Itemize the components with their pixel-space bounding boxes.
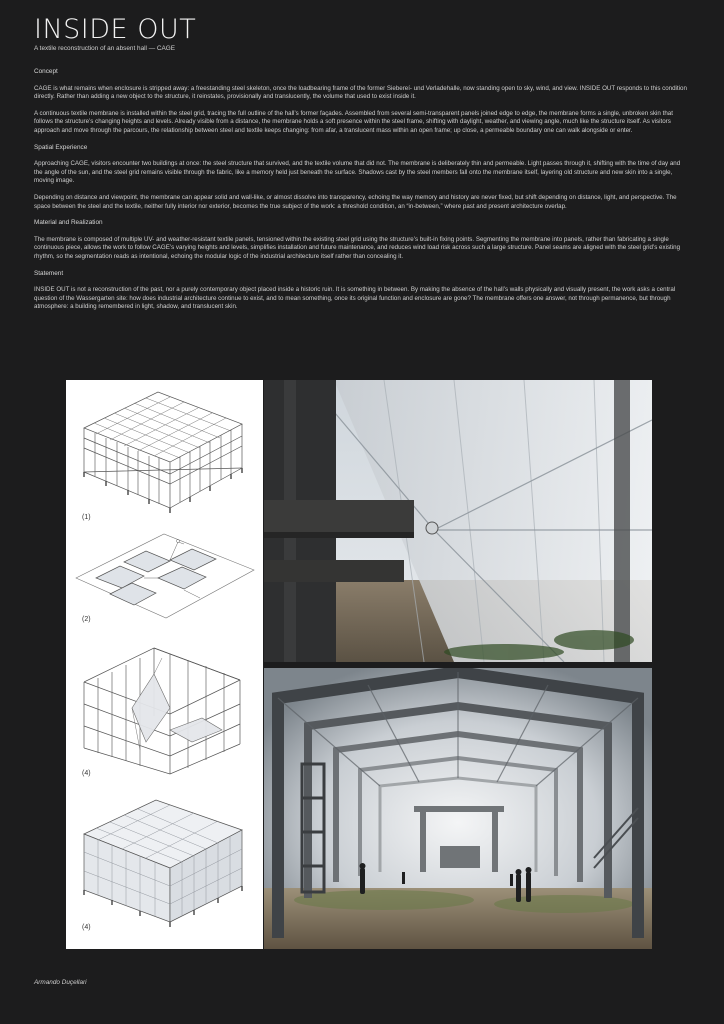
steel-frame-axonometric-icon xyxy=(66,380,263,520)
paragraph: A continuous textile membrane is installed within the steel grid, tracing the full outline of the hall’s former façades. Assembled from several semi-transparent panels joined edge to edge, the membrane forms a single, unbroken skin that follows the structure’s changing heights and levels. Already visible from a distance, the membrane holds a soft presence within the steel frame, shifting with daylight, weather, and viewing angle, much like the structure itself. As visitors approach and move through the parcours, the relationship between steel and textile keeps changing: from afar, a translucent mass within an open frame; up close, a permeable boundary one can walk alongside or enter. xyxy=(34,109,673,134)
membrane-detail-render-icon xyxy=(264,380,652,662)
section-spatial-experience xyxy=(34,144,690,212)
diagram-label: (1) xyxy=(82,514,91,521)
page-subtitle: A textile reconstruction of an absent hall — CAGE xyxy=(34,45,176,52)
paragraph: Approaching CAGE, visitors encounter two buildings at once: the steel structure that survived, and the textile volume that did not. The membrane is deliberately thin and permeable. Light passes through it, shifting with the time of day and the angle of the sun, and the steel grid remains visible through the fabric, like a memory held just beneath the surface. Shadows cast by the steel members fall onto the membrane itself, layering old structure and new skin into a single, moving image. xyxy=(34,160,681,185)
section-material xyxy=(34,219,690,261)
text-body xyxy=(34,68,690,320)
section-heading: Statement xyxy=(34,269,64,277)
section-heading: Material and Realization xyxy=(34,219,103,227)
diagram-label: (4) xyxy=(82,770,91,777)
paragraph: The membrane is composed of multiple UV- and weather-resistant textile panels, tensioned within the existing steel grid using the structure’s built-in fixing points. Segmenting the membrane into panels, rather than fabricating a single continuous piece, allows the work to follow CAGE’s varying heights and levels, simplifies installation and future maintenance, and reduces wind load risk across such a large structure. Panel seams are aligned with the steel grid’s existing rhythm, so the segmentation reads as intentional, echoing the modular logic of the industrial architecture itself rather than concealing it. xyxy=(34,235,681,260)
paragraph: Depending on distance and viewpoint, the membrane can appear solid and wall-like, or almost dissolve into transparency, echoing the way memory and history are never fixed, but shift depending on distance, light, and perspective. The space between the steel and the textile, neither fully interior nor exterior, becomes the true subject of the work: a threshold condition, an “in-between,” where past and present architecture overlap. xyxy=(34,193,677,210)
hall-interior-render-icon xyxy=(264,668,652,949)
paragraph: CAGE is what remains when enclosure is stripped away: a freestanding steel skeleton, once the loadbearing frame of the former Siebereí- und Verladehalle, now standing open to sky, wind, and view. INSIDE OUT responds to this condition directly. Rather than adding a new object to the structure, it reinstates, provisionally and translucently, the volume that used to exist inside it. xyxy=(34,84,687,101)
diagram-label: (2) xyxy=(82,616,91,623)
paragraph: INSIDE OUT is not a reconstruction of the past, nor a purely contemporary object placed inside a historic ruin. It is something in between. By making the absence of the hall’s walls physically and visually present, the work asks a central question of the Wassergarten site: how does industrial architecture continue to exist, and to mean something, once its original function and enclosure are gone? The membrane offers one answer, not through permanence, but through atmosphere: a building remembered in light, shadow, and translucent skin. xyxy=(34,286,676,311)
section-heading: Concept xyxy=(34,68,58,75)
panel-installation-axonometric-icon xyxy=(66,638,263,788)
author-credit: Armando Duçellari xyxy=(34,979,87,986)
section-heading: Spatial Experience xyxy=(34,143,88,151)
diagrams-panel xyxy=(66,380,263,949)
page-title: INSIDE OUT xyxy=(34,14,197,45)
enclosed-membrane-axonometric-icon xyxy=(66,794,263,949)
section-statement xyxy=(34,270,690,312)
section-concept xyxy=(34,68,690,136)
diagram-label: (4) xyxy=(82,924,91,931)
membrane-panels-layout-icon xyxy=(66,520,263,640)
